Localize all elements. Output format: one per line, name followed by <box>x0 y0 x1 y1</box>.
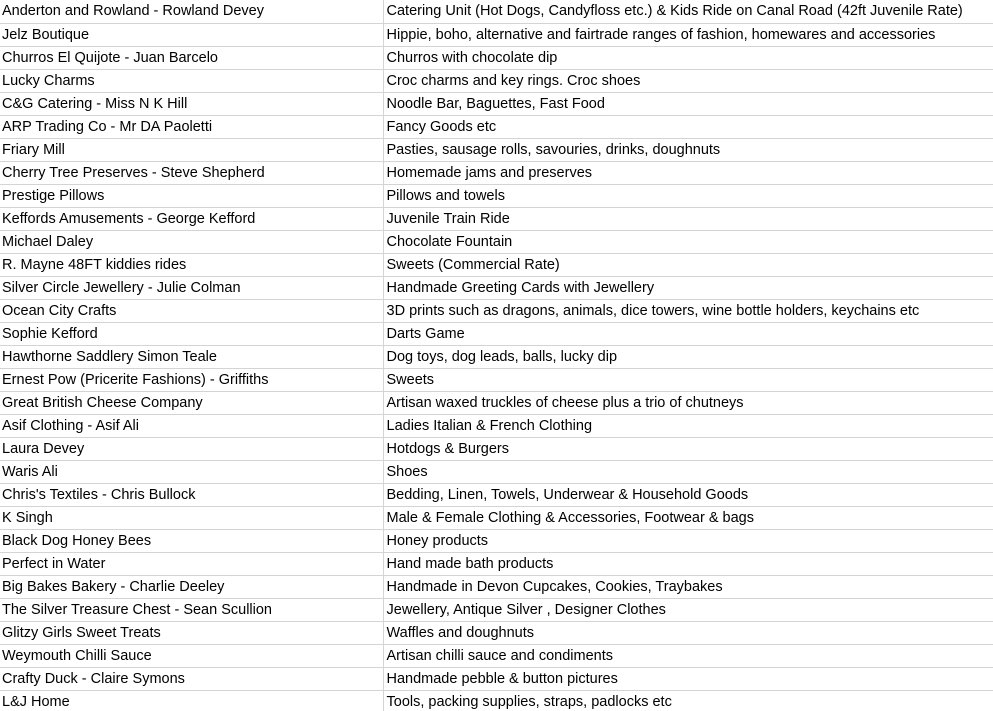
trader-name-cell[interactable]: Ernest Pow (Pricerite Fashions) - Griffiths <box>0 368 383 391</box>
trader-name-cell[interactable]: K Singh <box>0 506 383 529</box>
trader-name-cell[interactable]: ARP Trading Co - Mr DA Paoletti <box>0 115 383 138</box>
trader-name-cell[interactable]: Glitzy Girls Sweet Treats <box>0 621 383 644</box>
trader-name-cell[interactable]: Waris Ali <box>0 460 383 483</box>
goods-description-cell[interactable]: Sweets (Commercial Rate) <box>383 253 993 276</box>
table-row <box>0 161 993 184</box>
table-row <box>0 115 993 138</box>
trader-name-cell[interactable]: Michael Daley <box>0 230 383 253</box>
goods-description-cell[interactable]: Dog toys, dog leads, balls, lucky dip <box>383 345 993 368</box>
table-row <box>0 299 993 322</box>
table-row <box>0 23 993 46</box>
trader-name-cell[interactable]: Black Dog Honey Bees <box>0 529 383 552</box>
trader-name-cell[interactable]: Perfect in Water <box>0 552 383 575</box>
goods-description-cell[interactable]: Croc charms and key rings. Croc shoes <box>383 69 993 92</box>
table-row <box>0 345 993 368</box>
goods-description-cell[interactable]: Artisan waxed truckles of cheese plus a trio of chutneys <box>383 391 993 414</box>
goods-description-cell[interactable]: Fancy Goods etc <box>383 115 993 138</box>
goods-description-cell[interactable]: Bedding, Linen, Towels, Underwear & Household Goods <box>383 483 993 506</box>
goods-description-cell[interactable]: Chocolate Fountain <box>383 230 993 253</box>
trader-name-cell[interactable]: C&G Catering - Miss N K Hill <box>0 92 383 115</box>
table-row <box>0 46 993 69</box>
goods-description-cell[interactable]: 3D prints such as dragons, animals, dice towers, wine bottle holders, keychains etc <box>383 299 993 322</box>
trader-name-cell[interactable]: Keffords Amusements - George Kefford <box>0 207 383 230</box>
table-row <box>0 644 993 667</box>
trader-name-cell[interactable]: Friary Mill <box>0 138 383 161</box>
table-row <box>0 230 993 253</box>
goods-description-cell[interactable]: Ladies Italian & French Clothing <box>383 414 993 437</box>
goods-description-cell[interactable]: Churros with chocolate dip <box>383 46 993 69</box>
table-row <box>0 138 993 161</box>
table-row <box>0 690 993 711</box>
trader-name-cell[interactable]: Crafty Duck - Claire Symons <box>0 667 383 690</box>
table-row <box>0 414 993 437</box>
goods-description-cell[interactable]: Tools, packing supplies, straps, padlocks etc <box>383 690 993 711</box>
goods-description-cell[interactable]: Pasties, sausage rolls, savouries, drinks, doughnuts <box>383 138 993 161</box>
trader-name-cell[interactable]: Silver Circle Jewellery - Julie Colman <box>0 276 383 299</box>
table-row <box>0 529 993 552</box>
table-row <box>0 92 993 115</box>
table-row <box>0 69 993 92</box>
trader-name-cell[interactable]: Hawthorne Saddlery Simon Teale <box>0 345 383 368</box>
table-row <box>0 598 993 621</box>
table-row <box>0 460 993 483</box>
trader-name-cell[interactable]: Cherry Tree Preserves - Steve Shepherd <box>0 161 383 184</box>
goods-description-cell[interactable]: Juvenile Train Ride <box>383 207 993 230</box>
trader-name-cell[interactable]: Churros El Quijote - Juan Barcelo <box>0 46 383 69</box>
table-row <box>0 667 993 690</box>
trader-name-cell[interactable]: L&J Home <box>0 690 383 711</box>
trader-name-cell[interactable]: The Silver Treasure Chest - Sean Scullion <box>0 598 383 621</box>
goods-description-cell[interactable]: Handmade in Devon Cupcakes, Cookies, Traybakes <box>383 575 993 598</box>
goods-description-cell[interactable]: Pillows and towels <box>383 184 993 207</box>
goods-description-cell[interactable]: Waffles and doughnuts <box>383 621 993 644</box>
goods-description-cell[interactable]: Handmade pebble & button pictures <box>383 667 993 690</box>
table-row <box>0 506 993 529</box>
goods-description-cell[interactable]: Catering Unit (Hot Dogs, Candyfloss etc.) & Kids Ride on Canal Road (42ft Juvenile Rate) <box>383 0 993 23</box>
trader-name-cell[interactable]: Weymouth Chilli Sauce <box>0 644 383 667</box>
trader-name-cell[interactable]: Sophie Kefford <box>0 322 383 345</box>
trader-name-cell[interactable]: R. Mayne 48FT kiddies rides <box>0 253 383 276</box>
goods-description-cell[interactable]: Artisan chilli sauce and condiments <box>383 644 993 667</box>
goods-description-cell[interactable]: Male & Female Clothing & Accessories, Footwear & bags <box>383 506 993 529</box>
table-row <box>0 184 993 207</box>
table-row <box>0 552 993 575</box>
goods-description-cell[interactable]: Hippie, boho, alternative and fairtrade ranges of fashion, homewares and accessories <box>383 23 993 46</box>
trader-name-cell[interactable]: Great British Cheese Company <box>0 391 383 414</box>
table-row <box>0 368 993 391</box>
table-row <box>0 391 993 414</box>
goods-description-cell[interactable]: Noodle Bar, Baguettes, Fast Food <box>383 92 993 115</box>
trader-name-cell[interactable]: Anderton and Rowland - Rowland Devey <box>0 0 383 23</box>
trader-name-cell[interactable]: Chris's Textiles - Chris Bullock <box>0 483 383 506</box>
table-row <box>0 322 993 345</box>
goods-description-cell[interactable]: Homemade jams and preserves <box>383 161 993 184</box>
goods-description-cell[interactable]: Shoes <box>383 460 993 483</box>
table-row <box>0 276 993 299</box>
table-row <box>0 483 993 506</box>
goods-description-cell[interactable]: Sweets <box>383 368 993 391</box>
trader-name-cell[interactable]: Asif Clothing - Asif Ali <box>0 414 383 437</box>
goods-description-cell[interactable]: Hotdogs & Burgers <box>383 437 993 460</box>
trader-name-cell[interactable]: Ocean City Crafts <box>0 299 383 322</box>
table-row <box>0 621 993 644</box>
trader-name-cell[interactable]: Lucky Charms <box>0 69 383 92</box>
goods-description-cell[interactable]: Honey products <box>383 529 993 552</box>
table-row <box>0 0 993 23</box>
table-row <box>0 253 993 276</box>
trader-name-cell[interactable]: Big Bakes Bakery - Charlie Deeley <box>0 575 383 598</box>
trader-name-cell[interactable]: Prestige Pillows <box>0 184 383 207</box>
trader-name-cell[interactable]: Laura Devey <box>0 437 383 460</box>
trader-name-cell[interactable]: Jelz Boutique <box>0 23 383 46</box>
table-row <box>0 207 993 230</box>
goods-description-cell[interactable]: Darts Game <box>383 322 993 345</box>
table-row <box>0 575 993 598</box>
goods-description-cell[interactable]: Hand made bath products <box>383 552 993 575</box>
goods-description-cell[interactable]: Jewellery, Antique Silver , Designer Clothes <box>383 598 993 621</box>
goods-description-cell[interactable]: Handmade Greeting Cards with Jewellery <box>383 276 993 299</box>
table-row <box>0 437 993 460</box>
